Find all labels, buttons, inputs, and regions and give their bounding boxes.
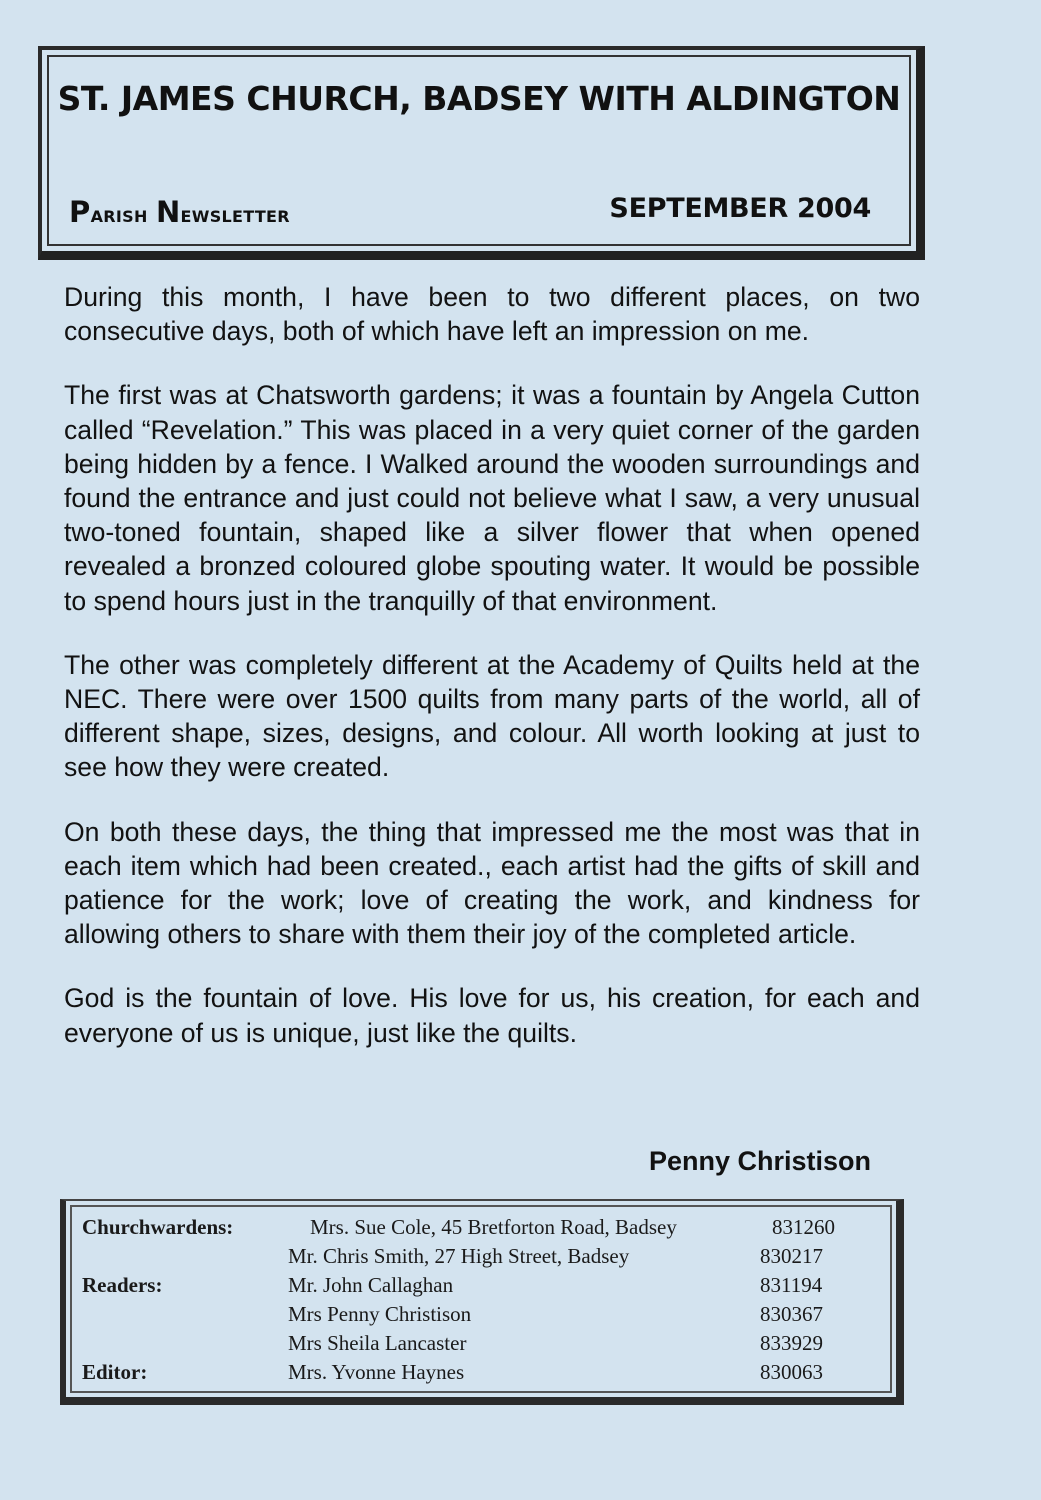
masthead-inner bbox=[47, 55, 911, 246]
newsletter-initial-n: N bbox=[155, 195, 181, 229]
contact-role: Editor: bbox=[82, 1360, 148, 1384]
masthead bbox=[38, 46, 925, 260]
contact-row bbox=[72, 1329, 890, 1357]
contact-phone: 831194 bbox=[760, 1273, 823, 1297]
contact-name: Mr. Chris Smith, 27 High Street, Badsey bbox=[288, 1244, 630, 1268]
newsletter-word2-rest: ewsletter bbox=[180, 202, 290, 228]
contact-name: Mrs Penny Christison bbox=[288, 1302, 472, 1326]
contact-role: Readers: bbox=[82, 1273, 163, 1297]
contact-name: Mrs. Sue Cole, 45 Bretforton Road, Badsey bbox=[310, 1215, 677, 1239]
contact-row bbox=[72, 1242, 890, 1270]
contact-row bbox=[72, 1358, 890, 1386]
article-body bbox=[64, 280, 920, 1080]
contact-name: Mr. John Callaghan bbox=[288, 1273, 454, 1297]
article-paragraph: God is the fountain of love. His love for us, his creation, for each and everyone of us is unique, just like the quilts. bbox=[64, 983, 920, 1048]
contacts-list bbox=[70, 1205, 892, 1393]
newsletter-word1-rest: arish bbox=[90, 202, 148, 228]
article-paragraph: On both these days, the thing that impressed me the most was that in each item which had been created., each artist had the gifts of skill and patience for the work; love of creating the work, and kindness for allowing others to share with them their joy of the completed article. bbox=[64, 816, 920, 950]
article-signature: Penny Christison bbox=[648, 1146, 871, 1176]
newsletter-date: SEPTEMBER 2004 bbox=[609, 193, 871, 224]
church-name: ST. JAMES CHURCH, BADSEY WITH ALDINGTON bbox=[57, 79, 901, 118]
article-paragraph: During this month, I have been to two different places, on two consecutive days, both of which have left an impression on me. bbox=[64, 282, 920, 347]
newsletter-label bbox=[69, 195, 290, 229]
contact-name: Mrs Sheila Lancaster bbox=[288, 1331, 467, 1355]
contact-phone: 833929 bbox=[760, 1331, 823, 1355]
contact-phone: 830367 bbox=[760, 1302, 823, 1326]
contact-row bbox=[72, 1213, 890, 1241]
article-paragraph: The first was at Chatsworth gardens; it was a fountain by Angela Cutton called “Revelation.” This was placed in a very quiet corner of the garden being hidden by a fence. I Walked around the wooden surroundings and found the entrance and just could not believe what I saw, a very unusual two-toned fountain, shaped like a silver flower that when opened revealed a bronzed coloured globe spouting water. It would be possible to spend hours just in the tranquilly of that environment. bbox=[64, 380, 920, 616]
contact-role: Churchwardens: bbox=[82, 1215, 234, 1239]
contacts-box bbox=[60, 1199, 904, 1405]
contact-phone: 830063 bbox=[760, 1360, 823, 1384]
contact-row bbox=[72, 1300, 890, 1328]
article-paragraph: The other was completely different at the Academy of Quilts held at the NEC. There were over 1500 quilts from many parts of the world, all of different shape, sizes, designs, and colour. All worth looking at just to see how they were created. bbox=[64, 649, 920, 783]
contact-row bbox=[72, 1271, 890, 1299]
contact-name: Mrs. Yvonne Haynes bbox=[288, 1360, 465, 1384]
contact-phone: 830217 bbox=[760, 1244, 823, 1268]
newsletter-initial-p: P bbox=[69, 195, 91, 229]
contact-phone: 831260 bbox=[772, 1215, 835, 1239]
